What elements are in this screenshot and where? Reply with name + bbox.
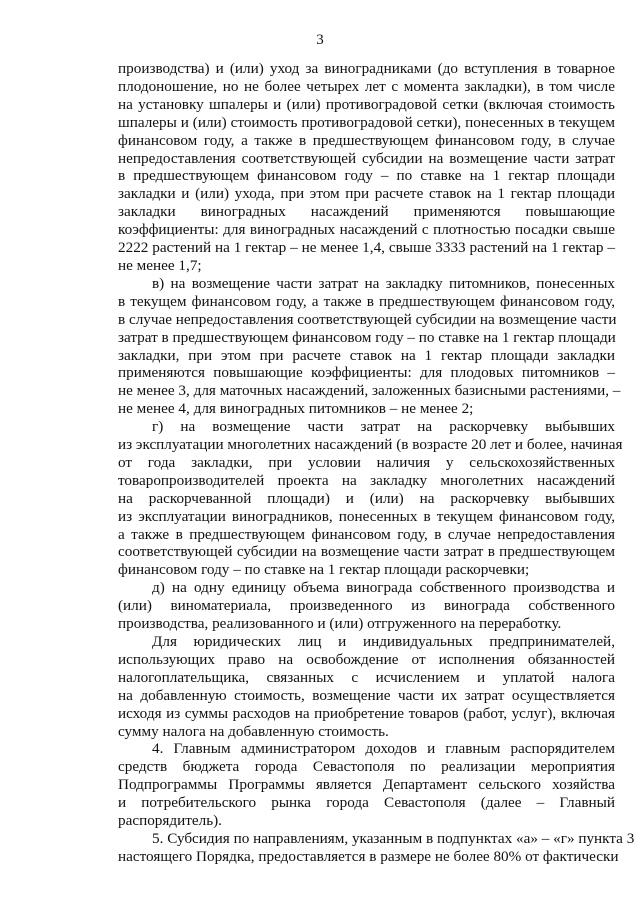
text-line: на раскорчеванной площади) и (или) на раскорчевку выбывших (118, 489, 615, 507)
text-line: коэффициенты: для виноградных насаждений с плотностью посадки свыше (118, 221, 615, 239)
paragraph-continuation-b (118, 60, 615, 275)
paragraph-item-g (118, 418, 623, 579)
text-line: из эксплуатации многолетних насаждений (в возрасте 20 лет и более, начиная (118, 436, 623, 454)
text-line: товаропроизводителей проекта на закладку многолетних насаждений (118, 471, 615, 489)
paragraph-item-d (118, 579, 615, 633)
text-line: непредоставления соответствующей субсидии на возмещение части затрат (118, 149, 615, 167)
text-line: настоящего Порядка, предоставляется в размере не более 80% от фактически (118, 847, 619, 865)
text-line: не менее 4, для виноградных питомников – не менее 2; (118, 400, 474, 418)
paragraph-item-v (118, 274, 621, 418)
text-line: сумму налога на добавленную стоимость. (118, 722, 389, 740)
text-line: не менее 1,7; (118, 256, 202, 274)
text-line: из эксплуатации виноградников, понесенных в текущем финансовом году, (118, 507, 615, 525)
page-number: 3 (316, 32, 324, 48)
document-body (118, 60, 635, 866)
text-line: Подпрограммы Программы является Департамент сельского хозяйства (118, 776, 615, 794)
text-line: использующих право на освобождение от исполнения обязанностей (118, 650, 615, 668)
text-line: шпалеры и (или) стоимость противоградовой сетки), понесенных в текущем (118, 113, 615, 131)
text-line: в предшествующем финансовом году – по ставке на 1 гектар площади (118, 167, 615, 185)
text-line: средств бюджета города Севастополя по реализации мероприятия (118, 758, 615, 776)
text-line: исходя из суммы расходов на приобретение товаров (работ, услуг), включая (118, 704, 615, 722)
text-line: в) на возмещение части затрат на закладку питомников, понесенных (152, 274, 615, 292)
text-line: г) на возмещение части затрат на раскорчевку выбывших (152, 418, 615, 436)
text-line: Для юридических лиц и индивидуальных предпринимателей, (152, 633, 615, 650)
text-line: закладки, при этом при расчете ставок на 1 гектар площади закладки (118, 346, 615, 364)
text-line: (или) виноматериала, произведенного из винограда собственного (118, 597, 615, 615)
text-line: на добавленную стоимость, возмещение части их затрат осуществляется (118, 686, 615, 704)
paragraph-vat-note (118, 633, 615, 740)
text-line: не менее 3, для маточных насаждений, заложенных базисными растениями, – (118, 382, 621, 400)
text-line: 2222 растений на 1 гектар – не менее 1,4, свыше 3333 растений на 1 гектар – (118, 239, 615, 257)
text-line: закладки виноградных насаждений применяются повышающие (118, 203, 615, 221)
text-line: а также в предшествующем финансовом году, в случае непредоставления (118, 525, 615, 543)
text-line: финансовом году, а также в предшествующем финансовом году, в случае (118, 131, 615, 149)
text-line: производства, реализованного и (или) отгруженного на переработку. (118, 615, 562, 633)
text-line: закладки и (или) ухода, при этом при расчете ставок на 1 гектар площади (118, 185, 615, 203)
text-line: применяются повышающие коэффициенты: для плодовых питомников – (118, 364, 615, 382)
text-line: затрат в предшествующем финансовом году – по ставке на 1 гектар площади (118, 328, 616, 346)
text-line: в текущем финансовом году, а также в предшествующем финансовом году, (118, 292, 615, 310)
text-line: от года закладки, при условии наличия у сельскохозяйственных (118, 453, 615, 471)
text-line: 4. Главным администратором доходов и главным распорядителем (152, 740, 615, 758)
text-line: плодоношение, но не более четырех лет с момента закладки), в том числе (118, 77, 615, 95)
text-line: в случае непредоставления соответствующей субсидии на возмещение части (118, 310, 617, 328)
text-line: распорядитель). (118, 812, 222, 830)
text-line: на установку шпалеры и (или) противоградовой сетки (включая стоимость (118, 95, 615, 113)
text-line: соответствующей субсидии на возмещение части затрат в предшествующем (118, 543, 615, 561)
paragraph-section-4 (118, 740, 615, 830)
text-line: д) на одну единицу объема винограда собственного производства и (152, 579, 615, 597)
paragraph-section-5 (118, 829, 635, 866)
text-line: налогоплательщика, связанных с исчислением и уплатой налога (118, 668, 615, 686)
text-line: и потребительского рынка города Севастополя (далее – Главный (118, 794, 615, 812)
text-line: финансовом году – по ставке на 1 гектар площади раскорчевки; (118, 561, 530, 579)
text-line: 5. Субсидия по направлениям, указанным в подпунктах «а» – «г» пункта 3 (152, 829, 635, 847)
text-line: производства) и (или) уход за виноградниками (до вступления в товарное (118, 60, 615, 77)
